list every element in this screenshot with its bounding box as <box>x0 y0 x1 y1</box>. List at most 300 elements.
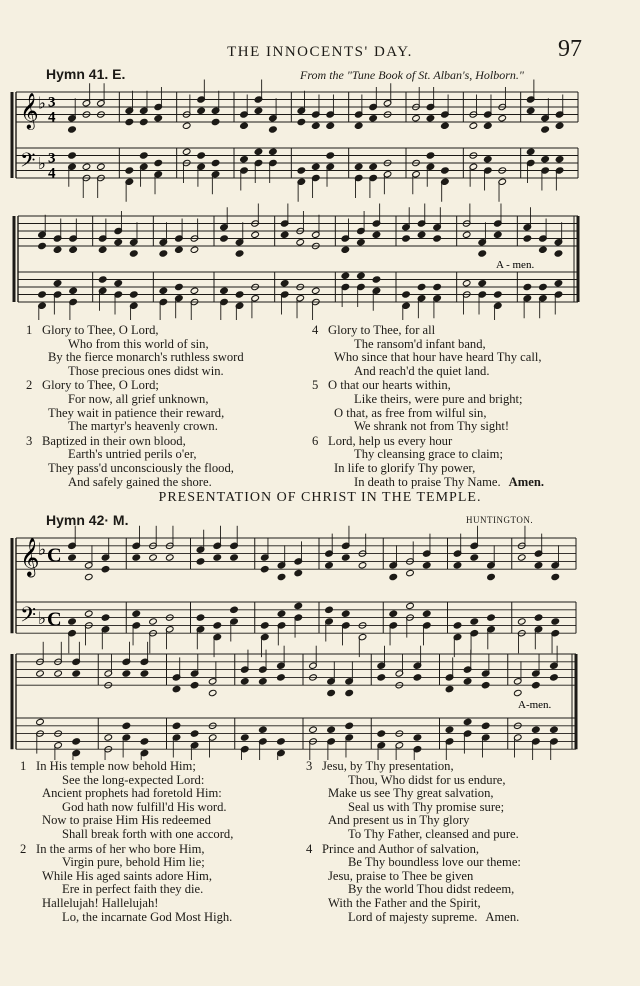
verse-text: To Thy Father, cleansed and pure. <box>348 826 519 841</box>
hymn-42-verses-right <box>306 760 626 924</box>
verse-text: Who since that hour have heard Thy call, <box>334 350 542 365</box>
note-head <box>220 287 229 294</box>
note-head <box>104 734 113 741</box>
note-head <box>297 167 306 174</box>
note-head <box>369 163 378 170</box>
note-head <box>172 722 181 729</box>
verse-text: For now, all grief unknown, <box>68 391 209 406</box>
verse-line <box>312 435 612 449</box>
note-head <box>463 678 472 685</box>
verse-line <box>26 365 306 379</box>
note-head <box>277 738 286 745</box>
verse-line <box>312 420 612 434</box>
verse-text: They wait in patience their reward, <box>48 405 225 420</box>
note-head <box>462 280 471 287</box>
verse-text: Those precious ones didst win. <box>68 363 224 378</box>
note-head <box>98 246 107 253</box>
verse-text: In life to glorify Thy power, <box>334 460 476 475</box>
note-head <box>445 726 454 733</box>
note-head <box>196 614 205 621</box>
note-head <box>190 730 199 737</box>
note-head <box>554 250 563 257</box>
note-head <box>513 689 522 696</box>
note-head <box>140 738 149 745</box>
note-head <box>114 280 123 287</box>
note-head <box>422 610 431 617</box>
hymn-42-title: Hymn 42· M. <box>46 512 129 528</box>
verse-line <box>26 338 306 352</box>
hymn-42-tune-name: HUNTINGTON. <box>466 515 534 525</box>
verse-line <box>306 911 626 925</box>
verse-line <box>306 760 626 774</box>
note-head <box>254 148 263 155</box>
note-head <box>484 156 493 163</box>
verse-line <box>26 420 306 434</box>
time-signature: 3 <box>48 150 56 167</box>
note-head <box>38 242 47 249</box>
verse-line <box>20 787 310 801</box>
note-head <box>389 610 398 617</box>
note-head <box>555 156 564 163</box>
verse-text: Lord, help us every hour <box>328 433 453 448</box>
note-head <box>534 614 543 621</box>
flat-icon: ♭ <box>38 154 46 173</box>
verse-line <box>306 787 626 801</box>
verse-text: Shall break forth with one accord, <box>62 826 234 841</box>
note-head <box>541 126 550 133</box>
hymn-41-verses-right <box>312 324 612 489</box>
note-head <box>260 566 269 573</box>
amen: Amen. <box>508 474 544 489</box>
note-head <box>175 246 184 253</box>
note-head <box>159 287 168 294</box>
verse-number: 3 <box>26 433 33 448</box>
note-head <box>406 602 415 609</box>
note-head <box>97 163 106 170</box>
flat-icon: ♭ <box>38 93 46 113</box>
note-head <box>487 573 496 580</box>
note-head <box>294 569 303 576</box>
treble-clef-icon: 𝄞 <box>20 93 39 128</box>
verse-line <box>306 774 626 788</box>
note-head <box>197 152 206 159</box>
amen: Amen. <box>485 909 520 924</box>
note-head <box>413 674 422 681</box>
note-head <box>554 280 563 287</box>
note-head <box>358 562 367 569</box>
verse-text: Make us see Thy great salvation, <box>328 786 494 801</box>
section-heading: PRESENTATION OF CHRIST IN THE TEMPLE. <box>158 490 482 505</box>
note-head <box>72 670 81 677</box>
note-head <box>69 287 78 294</box>
note-head <box>149 618 158 625</box>
hymn-41-staff-system-1 <box>12 80 578 202</box>
note-head <box>235 291 244 298</box>
note-head <box>326 152 335 159</box>
note-head <box>487 614 496 621</box>
note-head <box>125 118 134 125</box>
note-head <box>211 118 220 125</box>
note-head <box>68 554 77 561</box>
note-head <box>481 682 490 689</box>
verse-line <box>312 351 612 365</box>
hymn-42-score <box>0 520 640 760</box>
note-head <box>140 152 149 159</box>
note-head <box>494 291 503 298</box>
verse-text: By the world Thou didst redeem, <box>348 882 515 897</box>
verse-line <box>312 379 612 393</box>
note-head <box>230 606 239 613</box>
note-head <box>36 670 45 677</box>
note-head <box>230 554 239 561</box>
verse-text: Hallelujah! Hallelujah! <box>42 895 159 910</box>
note-head <box>196 558 205 565</box>
verse-text: Seal us with Thy promise sure; <box>348 799 505 814</box>
note-head <box>345 722 354 729</box>
note-head <box>280 231 289 238</box>
note-head <box>539 246 548 253</box>
note-head <box>154 159 163 166</box>
note-head <box>140 670 149 677</box>
note-head <box>149 554 158 561</box>
note-head <box>433 283 442 290</box>
verse-line <box>20 911 310 925</box>
note-head <box>402 291 411 298</box>
verse-line <box>26 448 306 462</box>
note-head <box>550 674 559 681</box>
verse-text: Now to praise Him His redeemed <box>42 813 211 828</box>
note-head <box>532 682 541 689</box>
verse-number: 3 <box>306 759 313 773</box>
note-head <box>532 726 541 733</box>
note-head <box>101 614 110 621</box>
verse-text: Glory to Thee, O Lord, <box>42 323 159 337</box>
note-head <box>82 163 91 170</box>
page-number: 97 <box>558 36 582 62</box>
note-head <box>269 148 278 155</box>
note-head <box>341 610 350 617</box>
hymn-41-staff-system-2 <box>14 204 578 321</box>
verse-number: 2 <box>20 841 27 856</box>
note-head <box>53 246 62 253</box>
note-head <box>526 107 535 114</box>
note-head <box>539 283 548 290</box>
note-head <box>294 602 303 609</box>
treble-clef-icon: 𝄞 <box>20 540 40 577</box>
note-head <box>84 610 93 617</box>
note-head <box>406 569 415 576</box>
note-head <box>68 152 77 159</box>
note-head <box>469 122 478 129</box>
verse-line <box>312 365 612 379</box>
note-head <box>240 156 249 163</box>
hymn-41-verses-left <box>26 324 306 489</box>
note-head <box>277 610 286 617</box>
note-head <box>175 283 184 290</box>
verse-text: The ransom'd infant band, <box>354 336 486 351</box>
note-head <box>372 231 381 238</box>
verse-number: 1 <box>26 323 33 337</box>
verse-text: We shrank not from Thy sight! <box>354 419 510 434</box>
note-head <box>269 126 278 133</box>
note-head <box>433 235 442 242</box>
note-head <box>357 272 366 279</box>
verse-line <box>20 814 310 828</box>
note-head <box>69 246 78 253</box>
note-head <box>235 250 244 257</box>
verse-line <box>20 883 310 897</box>
note-head <box>251 231 260 238</box>
note-head <box>422 562 431 569</box>
note-head <box>132 610 141 617</box>
note-head <box>470 554 479 561</box>
note-head <box>190 682 199 689</box>
note-head <box>326 122 335 129</box>
note-head <box>327 726 336 733</box>
verse-line <box>312 476 612 490</box>
note-head <box>494 231 503 238</box>
note-head <box>551 573 560 580</box>
note-head <box>377 730 386 737</box>
note-head <box>259 678 268 685</box>
note-head <box>208 689 217 696</box>
verse-text: Lo, the incarnate God Most High. <box>62 909 233 924</box>
note-head <box>517 554 526 561</box>
note-head <box>327 689 336 696</box>
verse-number: 2 <box>26 378 33 393</box>
verse-text: Thou, Who didst for us endure, <box>348 772 506 787</box>
verse-text: Glory to Thee, for all <box>328 323 436 337</box>
note-head <box>478 280 487 287</box>
note-head <box>38 291 47 298</box>
verse-text: Jesu, praise to Thee be given <box>328 868 474 883</box>
hymn-41-title: Hymn 41. E. <box>46 66 126 82</box>
verse-text: God hath now fulfill'd His word. <box>62 799 227 814</box>
verse-number: 5 <box>312 378 319 393</box>
verse-line <box>26 476 306 490</box>
bass-clef-icon: 𝄢 <box>20 150 36 177</box>
note-head <box>389 573 398 580</box>
verse-line <box>312 407 612 421</box>
verse-text: Ancient prophets had foretold Him: <box>42 786 222 801</box>
verse-text: In death to praise Thy Name. <box>354 474 501 489</box>
verse-text: With the Father and the Spirit, <box>328 895 481 910</box>
verse-number: 4 <box>312 323 319 337</box>
note-head <box>98 276 107 283</box>
verse-text: While His aged saints adore Him, <box>42 868 212 883</box>
note-head <box>297 118 306 125</box>
verse-text: Prince and Author of salvation, <box>322 841 480 856</box>
verse-text: Who from this world of sin, <box>68 336 209 351</box>
hymn-42-staff-system-2 <box>12 642 576 760</box>
note-head <box>526 148 535 155</box>
note-head <box>130 250 139 257</box>
note-head <box>240 122 249 129</box>
verse-text: O that our hearts within, <box>328 378 451 393</box>
hymn-41-source: From the "Tune Book of St. Alban's, Holborn." <box>300 68 524 82</box>
note-head <box>498 115 507 122</box>
note-head <box>197 107 206 114</box>
note-head <box>453 562 462 569</box>
verse-line <box>306 870 626 884</box>
verse-line <box>306 843 626 857</box>
note-head <box>413 734 422 741</box>
note-head <box>341 554 350 561</box>
note-head <box>478 250 487 257</box>
note-head <box>190 287 199 294</box>
flat-icon: ♭ <box>38 608 47 628</box>
note-head <box>68 618 77 625</box>
verse-line <box>20 801 310 815</box>
note-head <box>280 280 289 287</box>
note-head <box>445 685 454 692</box>
bass-clef-icon: 𝄢 <box>20 604 37 632</box>
verse-text: And reach'd the quiet land. <box>354 363 490 378</box>
note-head <box>114 239 123 246</box>
note-head <box>84 573 93 580</box>
verse-text: Baptized in their own blood, <box>42 433 186 448</box>
verse-line <box>26 407 306 421</box>
verse-text: By the fierce monarch's ruthless sword <box>48 350 244 365</box>
verse-line <box>20 897 310 911</box>
note-head <box>426 152 435 159</box>
note-head <box>101 566 110 573</box>
verse-line <box>20 828 310 842</box>
note-head <box>211 159 220 166</box>
verse-line <box>312 338 612 352</box>
note-head <box>130 291 139 298</box>
note-head <box>357 239 366 246</box>
flat-icon: ♭ <box>38 540 47 560</box>
verse-line <box>26 351 306 365</box>
common-time-icon: C <box>47 544 62 567</box>
note-head <box>125 167 134 174</box>
verse-line <box>20 760 310 774</box>
verse-number: 1 <box>20 759 27 773</box>
note-head <box>165 554 174 561</box>
verse-text: Ere in perfect faith they die. <box>62 882 204 897</box>
verse-text: In His temple now behold Him; <box>36 759 196 773</box>
note-head <box>277 573 286 580</box>
note-head <box>309 726 318 733</box>
note-head <box>484 122 493 129</box>
verse-text: Like theirs, were pure and bright; <box>354 391 523 406</box>
note-head <box>213 554 222 561</box>
note-head <box>68 126 77 133</box>
time-signature: 4 <box>48 165 56 182</box>
note-head <box>220 235 229 242</box>
note-head <box>132 554 141 561</box>
note-head <box>240 678 249 685</box>
time-signature: 4 <box>48 109 56 126</box>
verse-text: O that, as free from wilful sin, <box>334 405 487 420</box>
note-head <box>122 670 131 677</box>
note-head <box>426 115 435 122</box>
note-head <box>341 246 350 253</box>
note-head <box>296 239 305 246</box>
hymn-42-amen-label: A-men. <box>518 699 552 711</box>
hymn-42-verses-left <box>20 760 310 924</box>
note-head <box>417 231 426 238</box>
verse-line <box>20 774 310 788</box>
note-head <box>555 122 564 129</box>
note-head <box>260 622 269 629</box>
note-head <box>190 246 199 253</box>
hymn-42-staff-system-1 <box>12 526 576 657</box>
verse-text: Virgin pure, behold Him lie; <box>62 855 205 870</box>
note-head <box>159 250 168 257</box>
note-head <box>312 287 321 294</box>
verse-line <box>306 801 626 815</box>
note-head <box>441 167 450 174</box>
verse-text: Earth's untried perils o'er, <box>68 447 197 462</box>
verse-text: They pass'd unconsciously the flood, <box>48 460 234 475</box>
note-head <box>72 738 81 745</box>
verse-line <box>312 393 612 407</box>
note-head <box>417 283 426 290</box>
verse-line <box>306 828 626 842</box>
verse-text: In the arms of her who bore Him, <box>36 841 205 856</box>
note-head <box>182 122 191 129</box>
verse-line <box>312 462 612 476</box>
running-head: THE INNOCENTS' DAY. <box>227 44 413 60</box>
note-head <box>341 272 350 279</box>
note-head <box>372 276 381 283</box>
note-head <box>312 163 321 170</box>
verse-text: Lord of majesty supreme. <box>348 909 478 924</box>
verse-line <box>306 883 626 897</box>
time-signature: 3 <box>48 94 56 111</box>
note-head <box>550 726 559 733</box>
note-head <box>172 685 181 692</box>
note-head <box>182 148 191 155</box>
verse-line <box>306 856 626 870</box>
verse-text: See the long-expected Lord: <box>62 772 205 787</box>
hymn-41-score <box>0 0 640 320</box>
note-head <box>441 122 450 129</box>
verse-line <box>312 448 612 462</box>
note-head <box>463 718 472 725</box>
note-head <box>412 115 421 122</box>
verse-line <box>26 324 306 338</box>
verse-text: And present us in Thy glory <box>328 813 470 828</box>
note-head <box>53 280 62 287</box>
note-head <box>541 156 550 163</box>
verse-line <box>26 462 306 476</box>
note-head <box>54 670 63 677</box>
note-head <box>481 722 490 729</box>
verse-line <box>26 379 306 393</box>
note-head <box>140 118 149 125</box>
note-head <box>213 622 222 629</box>
note-head <box>523 283 532 290</box>
verse-line <box>26 393 306 407</box>
verse-line <box>20 870 310 884</box>
note-head <box>402 235 411 242</box>
note-head <box>325 606 334 613</box>
note-head <box>551 618 560 625</box>
note-head <box>534 562 543 569</box>
note-head <box>523 235 532 242</box>
note-head <box>325 562 334 569</box>
note-head <box>312 122 321 129</box>
verse-text: Thy cleansing grace to claim; <box>354 447 503 462</box>
verse-line <box>20 843 310 857</box>
note-head <box>122 722 131 729</box>
note-head <box>354 163 363 170</box>
verse-text: Glory to Thee, O Lord; <box>42 378 159 393</box>
verse-line <box>26 435 306 449</box>
